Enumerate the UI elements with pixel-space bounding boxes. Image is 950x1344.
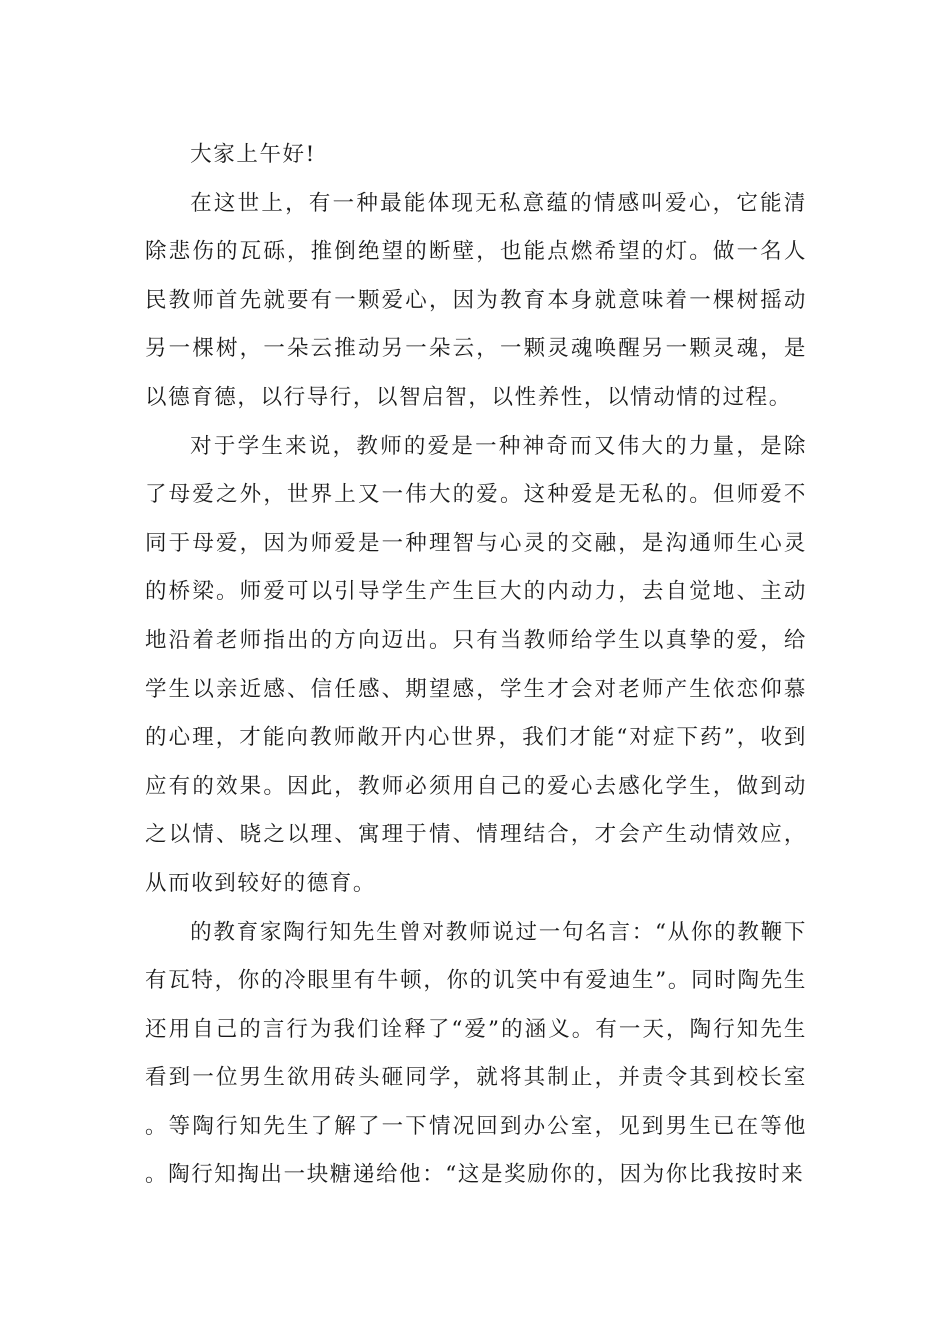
document-body (145, 131, 807, 1200)
paragraph-3: 的教育家陶行知先生曾对教师说过一句名言：“从你的教鞭下有瓦特，你的冷眼里有牛顿，你的讥笑中有爱迪生”。同时陶先生还用自己的言行为我们诠释了“爱”的涵义。有一天，陶行知先生看到一位男生欲用砖头砸同学，就将其制止，并责令其到校长室。等陶行知先生了解了一下情况回到办公室，见到男生已在等他。陶行知掏出一块糖递给他：“这是奖励你的，因为你比我按时来 (145, 919, 807, 1188)
greeting-paragraph: 大家上午好! (190, 142, 316, 167)
paragraph-1: 在这世上，有一种最能体现无私意蕴的情感叫爱心，它能清除悲伤的瓦砾，推倒绝望的断壁，也能点燃希望的灯。做一名人民教师首先就要有一颗爱心，因为教育本身就意味着一棵树摇动另一棵树，一朵云推动另一朵云，一颗灵魂唤醒另一颗灵魂，是以德育德，以行导行，以智启智，以性养性，以情动情的过程。 (145, 190, 807, 410)
paragraph-2: 对于学生来说，教师的爱是一种神奇而又伟大的力量，是除了母爱之外，世界上又一伟大的爱。这种爱是无私的。但师爱不同于母爱，因为师爱是一种理智与心灵的交融，是沟通师生心灵的桥梁。师爱可以引导学生产生巨大的内动力，去自觉地、主动地沿着老师指出的方向迈出。只有当教师给学生以真挚的爱，给学生以亲近感、信任感、期望感，学生才会对老师产生依恋仰慕的心理，才能向教师敞开内心世界，我们才能“对症下药”，收到应有的效果。因此，教师必须用自己的爱心去感化学生，做到动之以情、晓之以理、寓理于情、情理结合，才会产生动情效应，从而收到较好的德育。 (145, 433, 807, 896)
